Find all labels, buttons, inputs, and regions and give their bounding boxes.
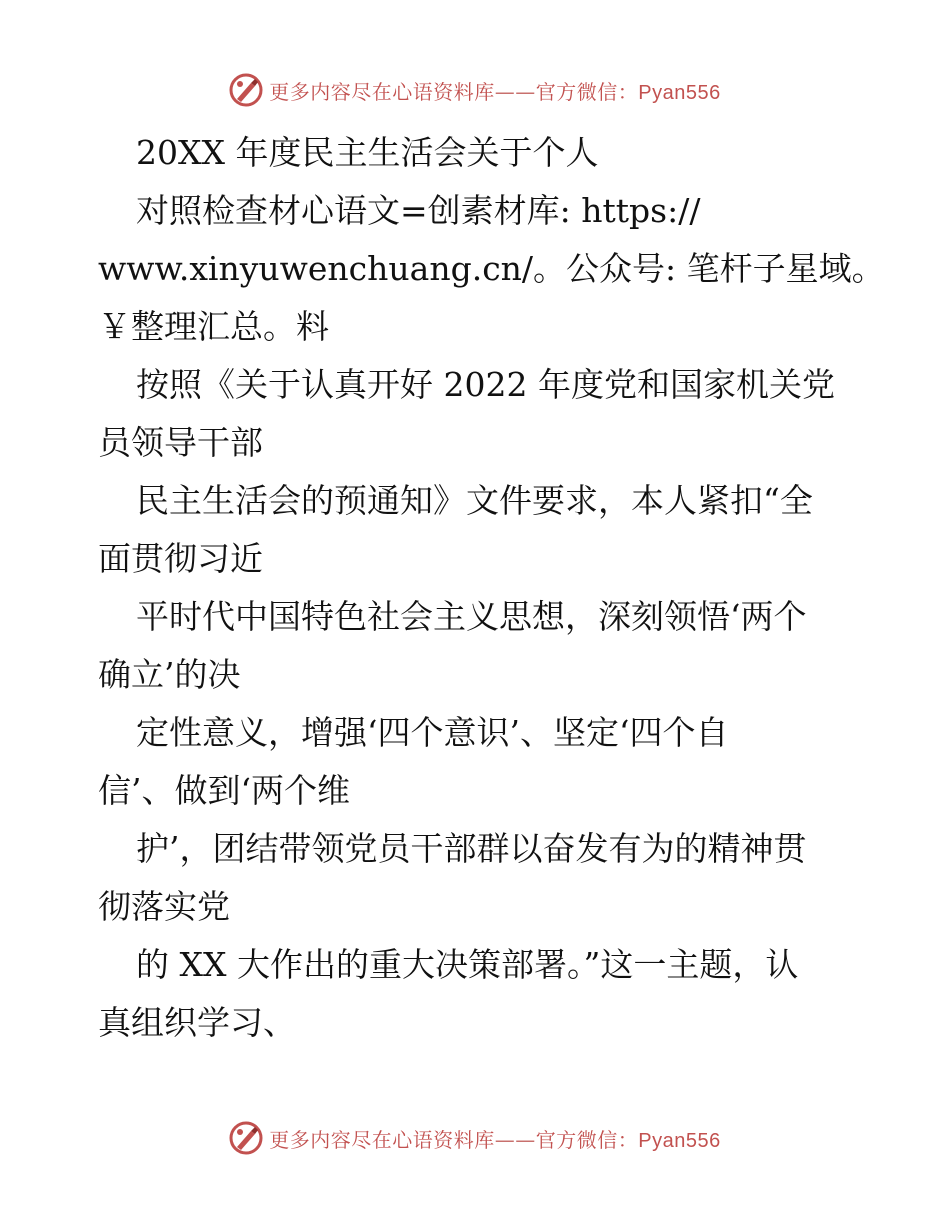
header-wechat-id: Pyan556 bbox=[638, 81, 721, 104]
header-colon: ： bbox=[617, 79, 639, 104]
paragraph-line: 确立’的决 bbox=[98, 655, 241, 694]
header-promo-text: 更多内容尽在心语资料库 bbox=[269, 79, 495, 104]
line-summary: ￥整理汇总。料 bbox=[98, 307, 329, 346]
line-subtitle: 对照检查材心语文=创素材库: https:// bbox=[136, 191, 701, 230]
paragraph-line: 定性意义，增强‘四个意识’、坚定‘四个自 bbox=[136, 713, 729, 752]
header-banner bbox=[0, 70, 950, 110]
footer-colon: ： bbox=[617, 1127, 639, 1152]
paragraph-line: 的 XX 大作出的重大决策部署。”这一主题，认 bbox=[136, 945, 799, 984]
paragraph-line: 面贯彻习近 bbox=[98, 539, 263, 578]
paragraph-line: 真组织学习、 bbox=[98, 1003, 296, 1042]
footer-promo-text: 更多内容尽在心语资料库 bbox=[269, 1127, 495, 1152]
footer-banner-text bbox=[269, 1124, 720, 1153]
paragraph-line: 彻落实党 bbox=[98, 887, 230, 926]
pen-seal-icon bbox=[229, 73, 263, 107]
paragraph-line: 按照《关于认真开好 2022 年度党和国家机关党 bbox=[136, 365, 835, 404]
footer-wechat-id: Pyan556 bbox=[638, 1129, 721, 1152]
footer-banner bbox=[0, 1118, 950, 1158]
header-separator: —— bbox=[494, 79, 536, 104]
header-wechat-label: 官方微信 bbox=[535, 79, 618, 104]
paragraph-line: 平时代中国特色社会主义思想，深刻领悟‘两个 bbox=[136, 597, 807, 636]
header-banner-text bbox=[269, 76, 720, 105]
line-title: 20XX 年度民主生活会关于个人 bbox=[136, 133, 599, 172]
line-url: www.xinyuwenchuang.cn/。公众号: 笔杆子星域。 bbox=[98, 249, 885, 288]
paragraph-line: 护’，团结带领党员干部群以奋发有为的精神贯 bbox=[136, 829, 807, 868]
document-body bbox=[98, 124, 885, 1052]
paragraph-line: 民主生活会的预通知》文件要求，本人紧扣“全 bbox=[136, 481, 813, 520]
paragraph-line: 信’、做到‘两个维 bbox=[98, 771, 350, 810]
footer-wechat-label: 官方微信 bbox=[535, 1127, 618, 1152]
paragraph-line: 员领导干部 bbox=[98, 423, 263, 462]
pen-seal-icon bbox=[229, 1121, 263, 1155]
footer-separator: —— bbox=[494, 1127, 536, 1152]
